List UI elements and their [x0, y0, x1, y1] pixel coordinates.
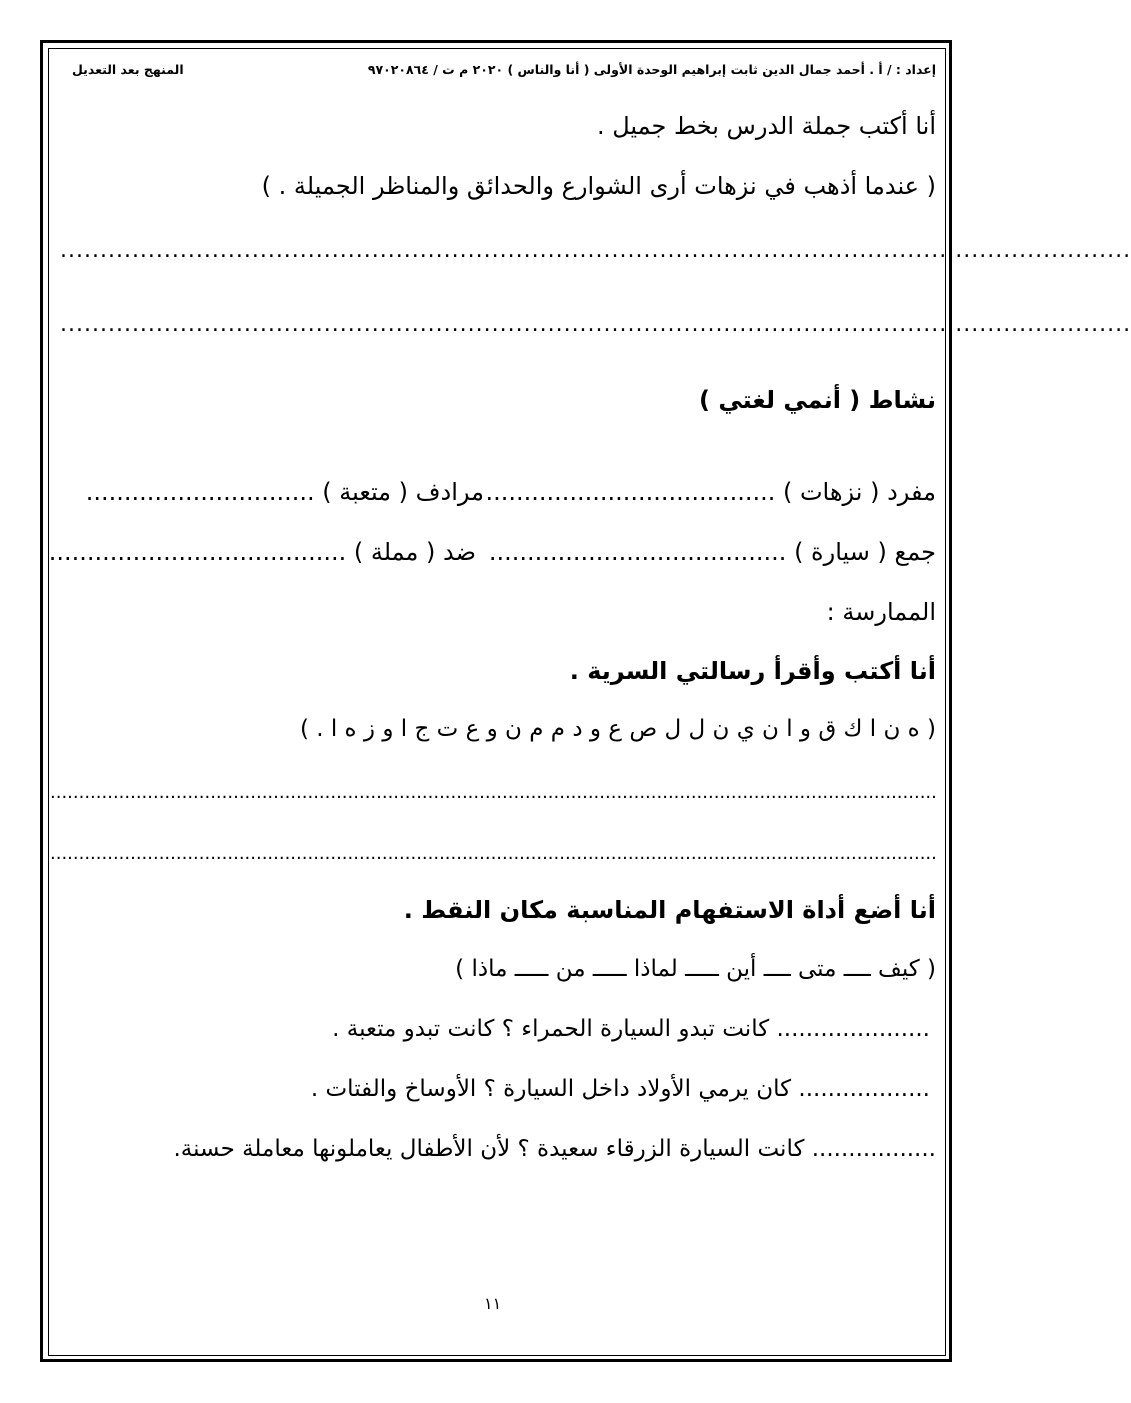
practice-label: الممارسة : — [826, 598, 936, 626]
activity-title: نشاط ( أنمي لغتي ) — [699, 386, 936, 414]
writing-line-2: ...................................................................................................................................... — [60, 312, 1131, 337]
question-tools-title: أنا أضع أداة الاستفهام المناسبة مكان النقط . — [403, 896, 936, 924]
antonym-exercise: ضد ( مملة ) ....................................... — [48, 538, 476, 566]
header-curriculum-note: المنهج بعد التعديل — [72, 62, 184, 77]
singular-exercise: مفرد ( نزهات ) ...................................... — [485, 478, 936, 506]
lesson-sentence: ( عندما أذهب في نزهات أرى الشوارع والحدائق والمناظر الجميلة . ) — [261, 172, 936, 200]
header-author-info: إعداد : / أ . أحمد جمال الدين ثابت إبراهيم الوحدة الأولى ( أنا والناس ) ٢٠٢٠ م ت / ٩٧٠٢٠٨٦٤ — [367, 62, 936, 77]
secret-message-title: أنا أكتب وأقرأ رسالتي السرية . — [569, 657, 936, 685]
copy-sentence-instruction: أنا أكتب جملة الدرس بخط جميل . — [596, 112, 936, 140]
secret-writing-line-2: ........................................................................................................................................................... — [50, 843, 937, 864]
question-2: .................. كان يرمي الأولاد داخل السيارة ؟ الأوساخ والفتات . — [310, 1076, 930, 1102]
synonym-exercise: مرادف ( متعبة ) .............................. — [85, 478, 484, 506]
secret-message-letters: ( ه ن ا ك ق و ا ن ي ن ل ل ص ع و د م م ن و ع ت ج ا و ز ه ا . ) — [299, 716, 936, 742]
secret-writing-line-1: ........................................................................................................................................................... — [50, 782, 937, 803]
plural-exercise: جمع ( سيارة ) ....................................... — [488, 538, 936, 566]
question-3: ................. كانت السيارة الزرقاء سعيدة ؟ لأن الأطفال يعاملونها معاملة حسنة. — [173, 1136, 936, 1162]
question-tools-options: ( كيف ــــ متى ــــ أين ـــــ لماذا ـــــ من ـــــ ماذا ) — [455, 956, 936, 982]
page-number: ١١ — [484, 1294, 502, 1313]
writing-line-1: ...................................................................................................................................... — [60, 238, 1131, 263]
question-1: ..................... كانت تبدو السيارة الحمراء ؟ كانت تبدو متعبة . — [332, 1016, 930, 1042]
